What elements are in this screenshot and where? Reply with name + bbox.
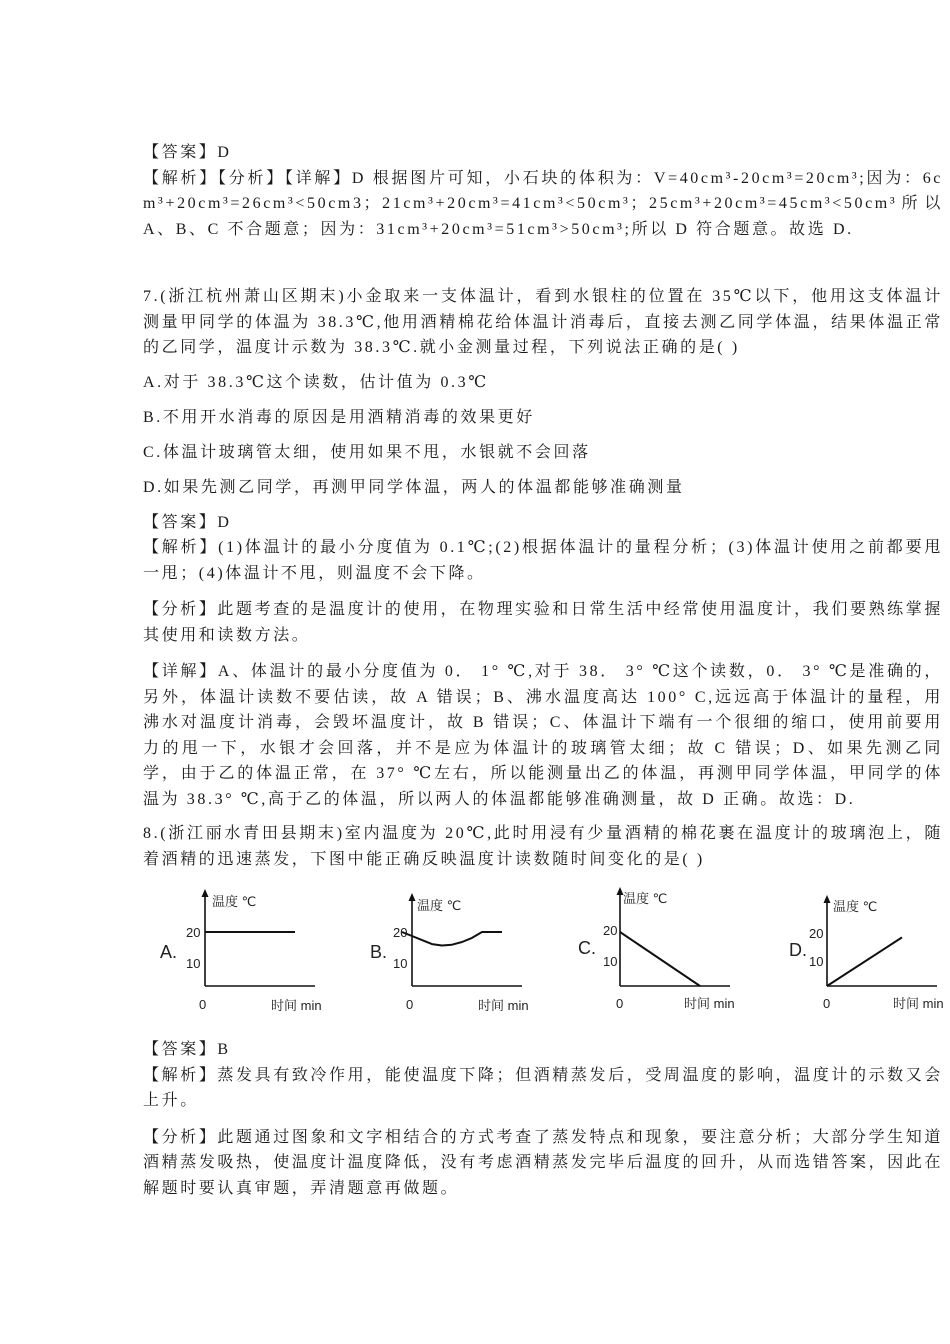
chart-d-y-label: 温度 ℃: [833, 899, 878, 914]
chart-option-c: [570, 886, 745, 1028]
chart-d-series-line: [827, 937, 902, 986]
chart-b-x-label: 时间 min: [478, 998, 529, 1013]
q7-option-a: A.对于 38.3℃这个读数，估计值为 0.3℃: [143, 374, 489, 391]
chart-c-letter: C.: [578, 938, 596, 958]
q7-option-b: B.不用开水消毒的原因是用酒精消毒的效果更好: [143, 409, 535, 426]
chart-b-series-line: [402, 932, 502, 946]
chart-option-b: [362, 886, 537, 1028]
q8-analysis: 【分析】此题通过图象和文字相结合的方式考查了蒸发特点和现象，要注意分析；大部分学生知道酒精蒸发吸热，使温度计温度降低，没有考虑酒精蒸发完毕后温度的回升，从而选错答案，因此在解题时要认真审题，弄清题意再做题。: [143, 1128, 943, 1197]
chart-d-y-tick-10: 10: [809, 954, 824, 969]
q7-answer: 【答案】D: [143, 513, 232, 531]
chart-a-x-label: 时间 min: [271, 998, 322, 1013]
q8-stem: 8.(浙江丽水青田县期末)室内温度为 20℃,此时用浸有少量酒精的棉花裹在温度计的玻璃泡上，随着酒精的迅速蒸发，下图中能正确反映温度计读数随时间变化的是( ): [143, 825, 943, 868]
q8-answer: 【答案】B: [143, 1041, 231, 1058]
chart-a-y-tick-20: 20: [186, 925, 201, 940]
chart-d-origin-label: 0: [823, 996, 831, 1011]
chart-d-x-label: 时间 min: [893, 996, 944, 1011]
chart-c-origin-label: 0: [616, 996, 624, 1011]
chart-c-x-label: 时间 min: [684, 996, 735, 1011]
q7-analysis: 【分析】此题考查的是温度计的使用，在物理实验和日常生活中经常使用温度计，我们要熟练掌握其使用和读数方法。: [143, 601, 943, 644]
chart-option-a: [155, 886, 330, 1028]
chart-d-letter: D.: [789, 940, 807, 960]
chart-option-d: [777, 886, 950, 1028]
q7-option-d: D.如果先测乙同学，再测甲同学体温，两人的体温都能够准确测量: [143, 479, 685, 496]
chart-d-y-axis-arrow: [824, 895, 831, 903]
q8-option-charts: [0, 886, 950, 1028]
q6-explanation: 【解析】【分析】【详解】D 根据图片可知，小石块的体积为：V=40cm³-20cm³=20cm³;因为：6cm³+20cm³=26cm³<50cm3；21cm³+20cm³=41cm³<50cm³；25cm³+20cm³=45cm³<50cm³所以 A、B、C 不合题意；因为：31cm³+20cm³=51cm³>50cm³;所以 D 符合题意。故选 D.: [143, 169, 943, 238]
chart-c-series-line: [620, 932, 700, 986]
chart-b-y-tick-20: 20: [393, 925, 408, 940]
q7-detail: 【详解】A、体温计的最小分度值为 0． 1° ℃,对于 38． 3° ℃这个读数，0． 3° ℃是准确的，另外，体温计读数不要估读，故 A 错误；B、沸水温度高达 100° C,远远高于体温计的量程，用沸水对温度计消毒，会毁坏温度计，故 B 错误；C、体温计下端有一个很细的缩口，使用前要用力的甩一下，水银才会回落，并不是应为体温计的玻璃管太细；故 C 错误；D、如果先测乙同学，由于乙的体温正常，在 37° ℃左右，所以能测量出乙的体温，再测甲同学体温，甲同学的体温为 38.3° ℃,高于乙的体温，所以两人的体温都能够准确测量，故 D 正确。故选：D.: [143, 663, 943, 808]
chart-c-y-label: 温度 ℃: [623, 891, 668, 906]
chart-b-y-axis-arrow: [409, 893, 416, 901]
chart-b-y-tick-10: 10: [393, 956, 408, 971]
q7-stem: 7.(浙江杭州萧山区期末)小金取来一支体温计，看到水银柱的位置在 35℃以下，他用这支体温计测量甲同学的体温为 38.3℃,他用酒精棉花给体温计消毒后，直接去测乙同学体温，结果体温正常的乙同学，温度计示数为 38.3℃.就小金测量过程，下列说法正确的是( ): [143, 288, 943, 356]
document-page: [143, 140, 943, 1201]
chart-b-origin-label: 0: [406, 997, 414, 1012]
chart-a-origin-label: 0: [199, 997, 207, 1012]
q7-explanation: 【解析】(1)体温计的最小分度值为 0.1℃;(2)根据体温计的量程分析；(3)体温计使用之前都要甩一甩；(4)体温计不甩，则温度不会下降。: [143, 539, 943, 582]
chart-a-y-label: 温度 ℃: [212, 894, 257, 909]
q8-explanation: 【解析】蒸发具有致冷作用，能使温度下降；但酒精蒸发后，受周温度的影响，温度计的示数又会上升。: [143, 1066, 943, 1109]
chart-a-letter: A.: [160, 942, 178, 962]
q6-answer: 【答案】D: [143, 144, 232, 161]
chart-c-y-tick-10: 10: [603, 954, 618, 969]
chart-b-letter: B.: [370, 942, 388, 962]
q7-option-c: C.体温计玻璃管太细，使用如果不甩，水银就不会回落: [143, 444, 591, 461]
chart-d-y-tick-20: 20: [809, 926, 824, 941]
chart-b-y-label: 温度 ℃: [417, 898, 462, 913]
chart-a-y-tick-10: 10: [186, 956, 201, 971]
chart-a-y-axis-arrow: [202, 889, 209, 897]
chart-c-y-tick-20: 20: [603, 923, 618, 938]
